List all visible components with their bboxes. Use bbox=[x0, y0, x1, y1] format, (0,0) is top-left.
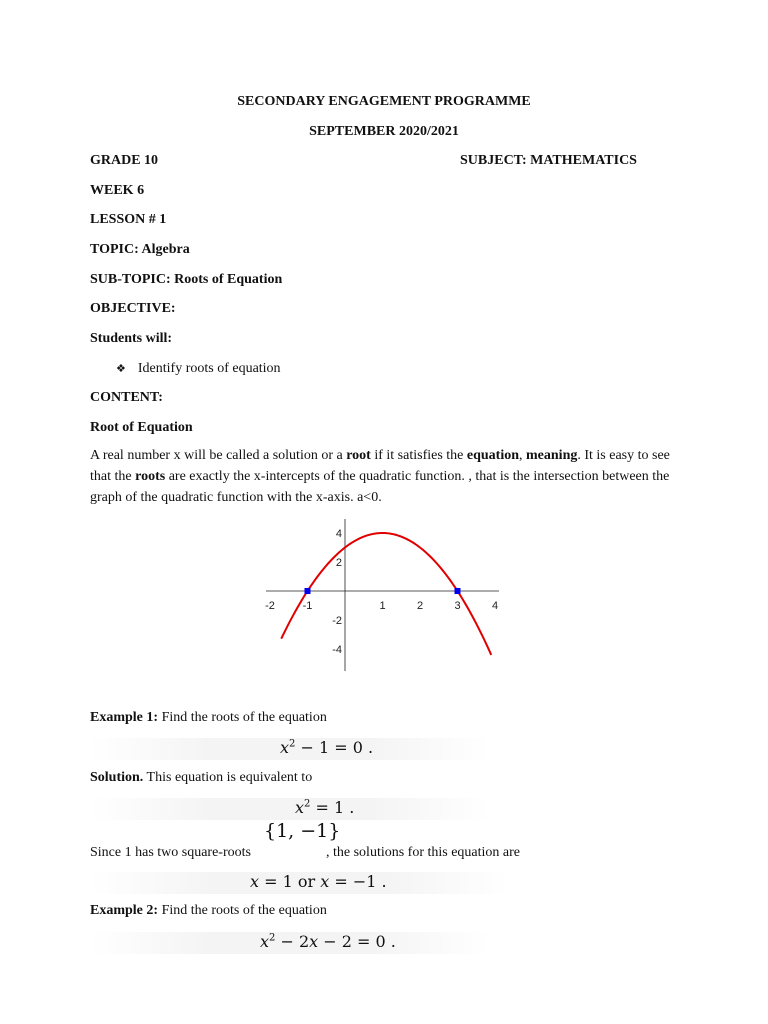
x-tick-label: -2 bbox=[265, 600, 275, 612]
objective-heading: OBJECTIVE: bbox=[90, 301, 176, 316]
y-tick-label: 2 bbox=[335, 557, 342, 569]
grade-label: GRADE 10 bbox=[90, 153, 159, 168]
subtopic-label: SUB-TOPIC: Roots of Equation bbox=[90, 272, 283, 287]
y-tick-label: -4 bbox=[332, 644, 342, 656]
equation-2-band bbox=[90, 798, 490, 820]
x-tick-label: 1 bbox=[379, 600, 386, 612]
square-roots-set: {1, −1} bbox=[264, 820, 341, 842]
x-tick-label: 3 bbox=[454, 600, 461, 612]
students-will-label: Students will: bbox=[90, 331, 173, 346]
solutions-equation: x = 1 or x = −1 . bbox=[250, 872, 387, 891]
week-label: WEEK 6 bbox=[90, 183, 145, 198]
equation-2: $x^2 = 1$ . bbox=[295, 798, 355, 817]
root-marker bbox=[305, 588, 311, 594]
x-tick-label: 4 bbox=[491, 600, 499, 612]
objective-text: Identify roots of equation bbox=[137, 361, 281, 376]
topic-label: TOPIC: Algebra bbox=[90, 242, 190, 257]
since-line: Since 1 has two square-roots bbox=[90, 845, 251, 860]
example-1-line: Example 1: Find the roots of the equation bbox=[90, 710, 327, 725]
section-title: Root of Equation bbox=[90, 420, 193, 435]
equation-3: $x^2 - 2x - 2 = 0$ . bbox=[260, 932, 396, 951]
y-tick-label: 4 bbox=[335, 528, 342, 540]
diamond-bullet-icon: ❖ bbox=[116, 363, 126, 375]
x-tick-label: -1 bbox=[302, 600, 313, 612]
lesson-label: LESSON # 1 bbox=[90, 212, 167, 227]
programme-title: SECONDARY ENGAGEMENT PROGRAMME bbox=[237, 94, 531, 109]
parabola-chart bbox=[255, 515, 515, 675]
objective-item bbox=[116, 358, 281, 380]
since-line-end: , the solutions for this equation are bbox=[326, 845, 521, 860]
subject-label: SUBJECT: MATHEMATICS bbox=[460, 153, 637, 168]
root-marker bbox=[455, 588, 461, 594]
solution-line: Solution. This equation is equivalent to bbox=[90, 770, 313, 785]
x-tick-label: 2 bbox=[416, 600, 424, 612]
content-heading: CONTENT: bbox=[90, 390, 163, 405]
intro-paragraph: A real number x will be called a solution or a root if it satisfies the equation, meaning. It is easy to see that the roots are exactly the x-intercepts of the quadratic function. , that is the intersection between the graph of the quadratic function with the x-axis. a<0. bbox=[90, 448, 670, 505]
term-title: SEPTEMBER 2020/2021 bbox=[309, 124, 459, 139]
example-2-line: Example 2: Find the roots of the equation bbox=[90, 903, 327, 918]
y-tick-label: -2 bbox=[332, 615, 342, 627]
equation-1: $x^2 - 1 = 0$ . bbox=[280, 738, 374, 757]
